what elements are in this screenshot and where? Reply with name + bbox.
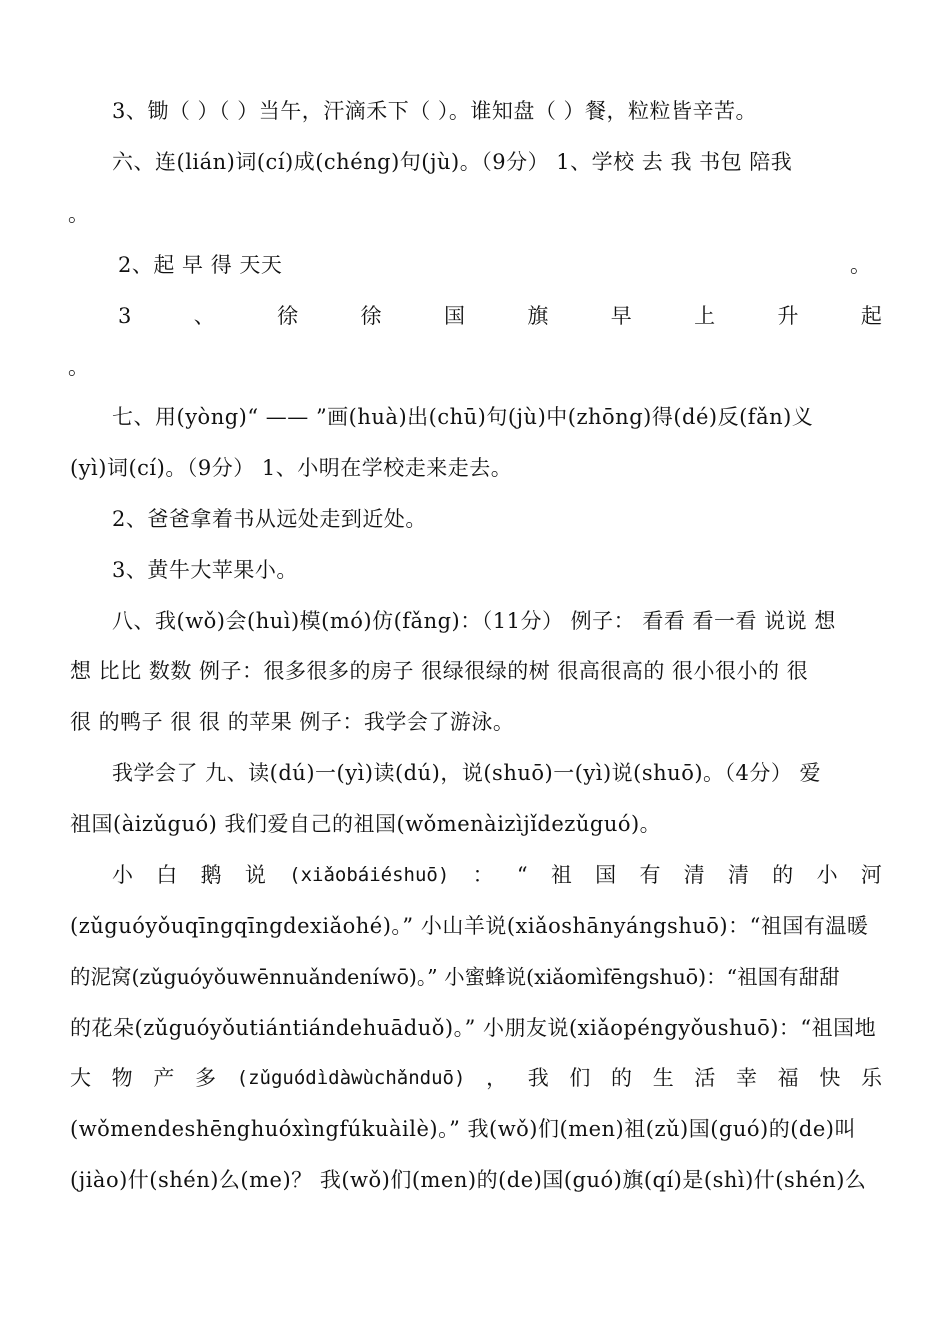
- char: 我: [527, 1066, 549, 1090]
- char: 大: [70, 1066, 91, 1090]
- pinyin: (zǔguódìdàwùchǎnduō): [236, 1067, 466, 1089]
- line-end-period: 。: [68, 202, 90, 226]
- word: 上: [694, 304, 716, 328]
- section-6-item-3: [118, 301, 882, 331]
- word: 早: [610, 304, 632, 328]
- char: 的: [611, 1066, 633, 1090]
- char: 的: [772, 863, 794, 887]
- char: ，: [486, 1066, 508, 1090]
- section-8-line-3: 很 的鸭子 很 很 的苹果 例子：我学会了游泳。: [70, 710, 515, 734]
- section-9-heading: 我学会了 九、读(dú)一(yì)读(dú)，说(shuō)一(yì)说(shuō)。（4分） 爱: [112, 761, 822, 785]
- passage-line: 的泥窝(zǔguóyǒuwēnnuǎndeníwō)。” 小蜜蜂说(xiǎomìfēngshuō)：“祖国有甜甜: [70, 965, 840, 989]
- word: 旗: [527, 304, 549, 328]
- char: 白: [156, 863, 178, 887]
- passage-line: 的花朵(zǔguóyǒutiántiándehuāduǒ)。” 小朋友说(xiǎopéngyǒushuō)：“祖国地: [70, 1016, 877, 1040]
- section-7-heading: 七、用(yòng)“ —— ”画(huà)出(chū)句(jù)中(zhōng)得(dé)反(fǎn)义: [112, 405, 814, 429]
- char: 清: [683, 863, 705, 887]
- char: ：: [472, 863, 494, 887]
- char: 物: [111, 1066, 133, 1090]
- passage-line: (jiào)什(shén)么(me)？ 我(wǒ)们(men)的(de)国(guó)旗(qí)是(shì)什(shén)么: [70, 1168, 867, 1192]
- section-6-heading: 六、连(lián)词(cí)成(chéng)句(jù)。（9分） 1、学校 去 我 书包 陪我: [112, 150, 793, 174]
- passage-line: (wǒmendeshēnghuóxìngfúkuàilè)。” 我(wǒ)们(men)祖(zǔ)国(guó)的(de)叫: [70, 1117, 856, 1141]
- word: 3: [118, 304, 132, 328]
- char: 小: [112, 863, 133, 887]
- passage-line-land: [70, 1063, 882, 1093]
- section-7-item-2: 2、爸爸拿着书从远处走到近处。: [112, 507, 427, 531]
- section-8-heading: 八、我(wǒ)会(huì)模(mó)仿(fǎng)：（11分） 例子： 看看 看一看 说说 想: [112, 609, 836, 633]
- line-end-period: 。: [68, 355, 90, 379]
- line-end-period: 。: [850, 253, 872, 277]
- word: 徐: [360, 304, 382, 328]
- char: 多: [194, 1066, 216, 1090]
- char: 有: [639, 863, 661, 887]
- char: 小: [816, 863, 838, 887]
- passage-line-goose: [112, 860, 882, 890]
- word: 国: [443, 304, 465, 328]
- char: 福: [777, 1066, 799, 1090]
- char: 生: [652, 1066, 674, 1090]
- section-9-title: 祖国(àizǔguó) 我们爱自己的祖国(wǒmenàizìjǐdezǔguó)。: [70, 812, 662, 836]
- word: 起: [860, 304, 882, 328]
- section-7-item-1: (yì)词(cí)。（9分） 1、小明在学校走来走去。: [70, 456, 513, 480]
- section-6-item-2: 2、起 早 得 天天: [118, 253, 283, 277]
- char: 鹅: [200, 863, 222, 887]
- char: 们: [569, 1066, 591, 1090]
- char: 说: [244, 863, 266, 887]
- word: 升: [777, 304, 799, 328]
- char: 祖: [550, 863, 572, 887]
- char: 河: [860, 863, 882, 887]
- char: 幸: [736, 1066, 757, 1090]
- word: 、: [193, 304, 215, 328]
- char: 国: [595, 863, 617, 887]
- char: 活: [694, 1066, 716, 1090]
- char: 清: [728, 863, 749, 887]
- section-7-item-3: 3、黄牛大苹果小。: [112, 558, 298, 582]
- word: 徐: [277, 304, 299, 328]
- passage-line: (zǔguóyǒuqīngqīngdexiǎohé)。” 小山羊说(xiǎoshānyángshuō)：“祖国有温暖: [70, 914, 869, 938]
- pinyin: (xiǎobáiéshuō): [289, 864, 450, 886]
- char: 产: [153, 1066, 175, 1090]
- char: 乐: [860, 1066, 882, 1090]
- char: “: [516, 863, 528, 887]
- char: 快: [819, 1066, 841, 1090]
- poem-line-3: 3、锄（ ）（ ）当午，汗滴禾下（ ）。谁知盘（ ）餐，粒粒皆辛苦。: [112, 99, 758, 123]
- section-8-line-2: 想 比比 数数 例子：很多很多的房子 很绿很绿的树 很高很高的 很小很小的 很: [70, 659, 809, 683]
